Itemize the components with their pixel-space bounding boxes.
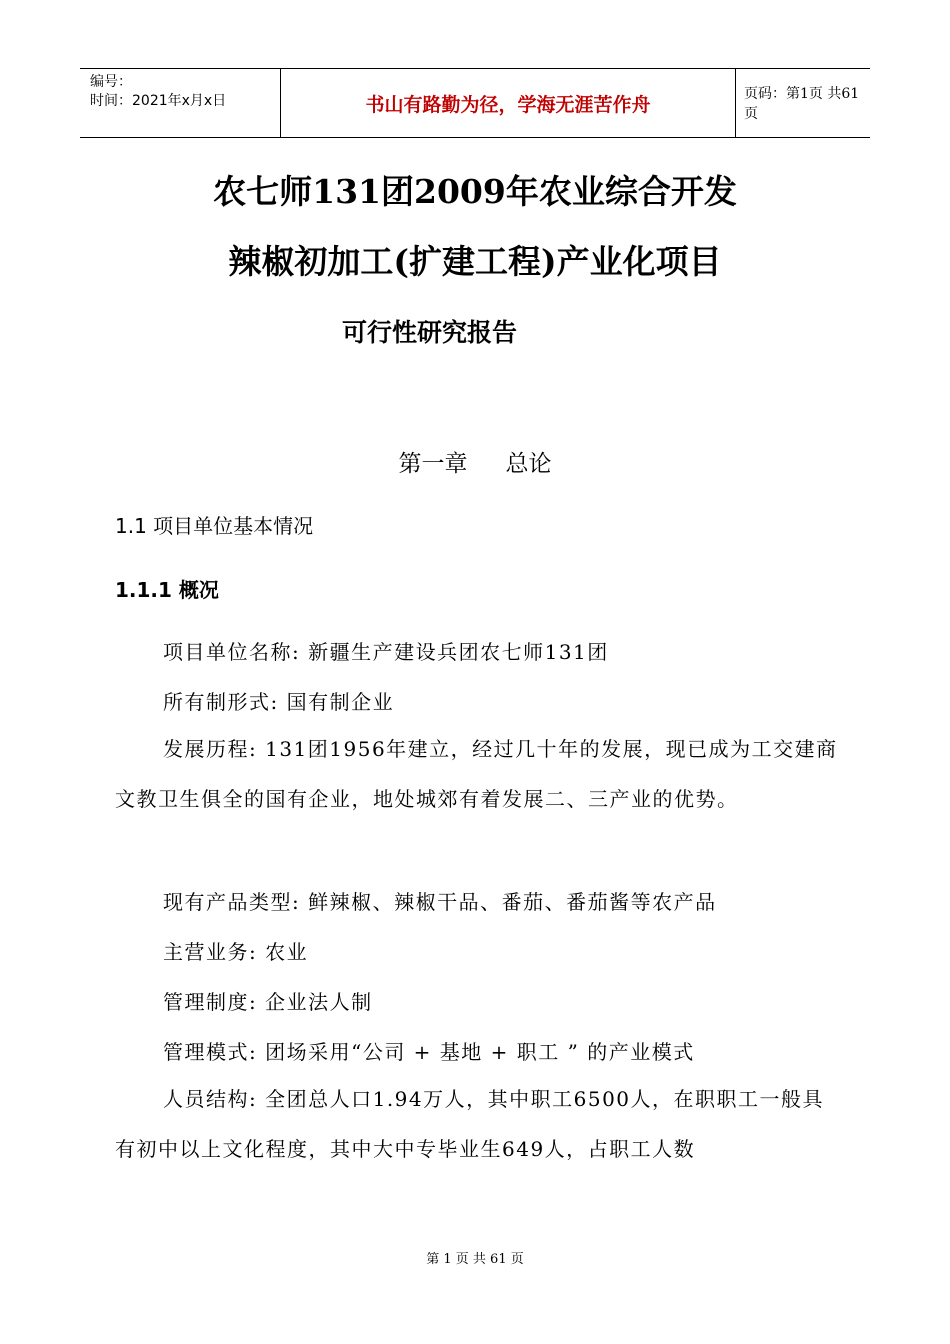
number-label: 编号： — [90, 74, 132, 90]
time-label: 时间：2021年x月x日 — [90, 93, 227, 109]
motto: 书山有路勤为径，学海无涯苦作舟 — [365, 93, 651, 116]
field-history: 发展历程: 131团1956年建立，经过几十年的发展，现已成为工交建商文教卫生俱全的国有企业，地处城郊有着发展二、三产业的优势。 — [115, 737, 838, 811]
header-meta — [80, 69, 280, 137]
field-management-mode: 管理模式: 团场采用“公司 + 基地 + 职工 ” 的产业模式 — [163, 1040, 695, 1064]
field-unit-name: 项目单位名称: 新疆生产建设兵团农七师131团 — [163, 640, 609, 664]
section-1-1: 1.1 项目单位基本情况 — [115, 514, 314, 538]
subtitle: 可行性研究报告 — [342, 318, 518, 347]
header-page-info: 页码：第1页 共61页 — [744, 86, 860, 122]
field-products: 现有产品类型: 鲜辣椒、辣椒干品、番茄、番茄酱等农产品 — [163, 890, 717, 914]
field-main-business: 主营业务: 农业 — [163, 940, 309, 964]
header-table — [80, 68, 870, 138]
header-motto-cell — [280, 69, 736, 137]
title-line-2: 辣椒初加工(扩建工程)产业化项目 — [228, 242, 722, 281]
title-line-1: 农七师131团2009年农业综合开发 — [213, 172, 737, 211]
chapter-heading — [0, 445, 950, 478]
field-management-system: 管理制度: 企业法人制 — [163, 990, 373, 1014]
section-1-1-1: 1.1.1 概况 — [115, 578, 219, 602]
field-ownership: 所有制形式: 国有制企业 — [163, 690, 395, 714]
chapter-name: 总论 — [505, 451, 552, 477]
chapter-number: 第一章 — [398, 451, 468, 477]
page-footer: 第 1 页 共 61 页 — [426, 1252, 524, 1267]
field-staff: 人员结构: 全团总人口1.94万人，其中职工6500人，在职职工一般具有初中以上文化程度，其中大中专毕业生649人，占职工人数 — [115, 1087, 825, 1161]
